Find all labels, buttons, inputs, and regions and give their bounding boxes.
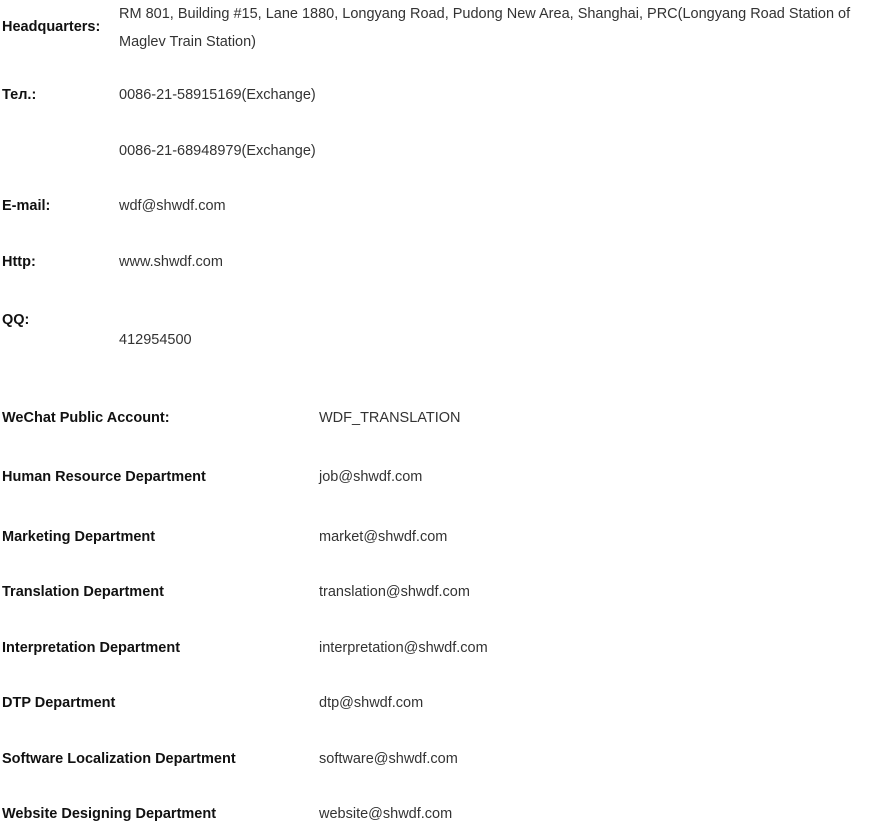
dept-email-link[interactable]: website@shwdf.com <box>319 806 453 822</box>
qq-value: 412954500 <box>119 332 192 348</box>
dept-email-link[interactable]: interpretation@shwdf.com <box>319 640 488 656</box>
dept-email-link[interactable]: translation@shwdf.com <box>319 584 470 600</box>
headquarters-address: RM 801, Building #15, Lane 1880, Longyang Road, Pudong New Area, Shanghai, PRC(Longyang Road Station of Maglev Train Station) <box>119 6 851 50</box>
dept-label: Website Designing Department <box>2 806 217 822</box>
tel-row <box>0 87 879 107</box>
dept-row-dtp <box>0 695 879 715</box>
dept-label: WeChat Public Account: <box>2 410 170 426</box>
dept-row-hr <box>0 469 879 489</box>
dept-row-software <box>0 751 879 771</box>
tel-value-2: 0086-21-68948979(Exchange) <box>119 143 316 159</box>
http-label: Http: <box>2 254 36 270</box>
http-row <box>0 254 879 274</box>
dept-label: Translation Department <box>2 584 164 600</box>
dept-label: Human Resource Department <box>2 469 206 485</box>
qq-label: QQ: <box>2 312 30 328</box>
dept-email-link[interactable]: software@shwdf.com <box>319 751 458 767</box>
tel-label: Тел.: <box>2 87 37 103</box>
dept-label: Marketing Department <box>2 529 156 545</box>
dept-row-translation <box>0 584 879 604</box>
headquarters-row <box>0 0 879 56</box>
dept-row-website <box>0 806 879 826</box>
tel-row-2 <box>0 143 879 163</box>
dept-email-link[interactable]: dtp@shwdf.com <box>319 695 424 711</box>
headquarters-label: Headquarters: <box>2 19 101 35</box>
dept-row-interpretation <box>0 640 879 660</box>
tel-value-1: 0086-21-58915169(Exchange) <box>119 87 316 103</box>
dept-email-link[interactable]: job@shwdf.com <box>319 469 423 485</box>
dept-row-wechat <box>0 410 879 430</box>
website-link[interactable]: www.shwdf.com <box>119 254 223 270</box>
email-link[interactable]: wdf@shwdf.com <box>119 198 226 214</box>
dept-email-link[interactable]: market@shwdf.com <box>319 529 448 545</box>
dept-label: Software Localization Department <box>2 751 236 767</box>
qq-row <box>0 312 879 352</box>
email-label: E-mail: <box>2 198 51 214</box>
dept-label: DTP Department <box>2 695 116 711</box>
email-row <box>0 198 879 218</box>
dept-row-marketing <box>0 529 879 549</box>
dept-label: Interpretation Department <box>2 640 181 656</box>
dept-value: WDF_TRANSLATION <box>319 410 461 426</box>
